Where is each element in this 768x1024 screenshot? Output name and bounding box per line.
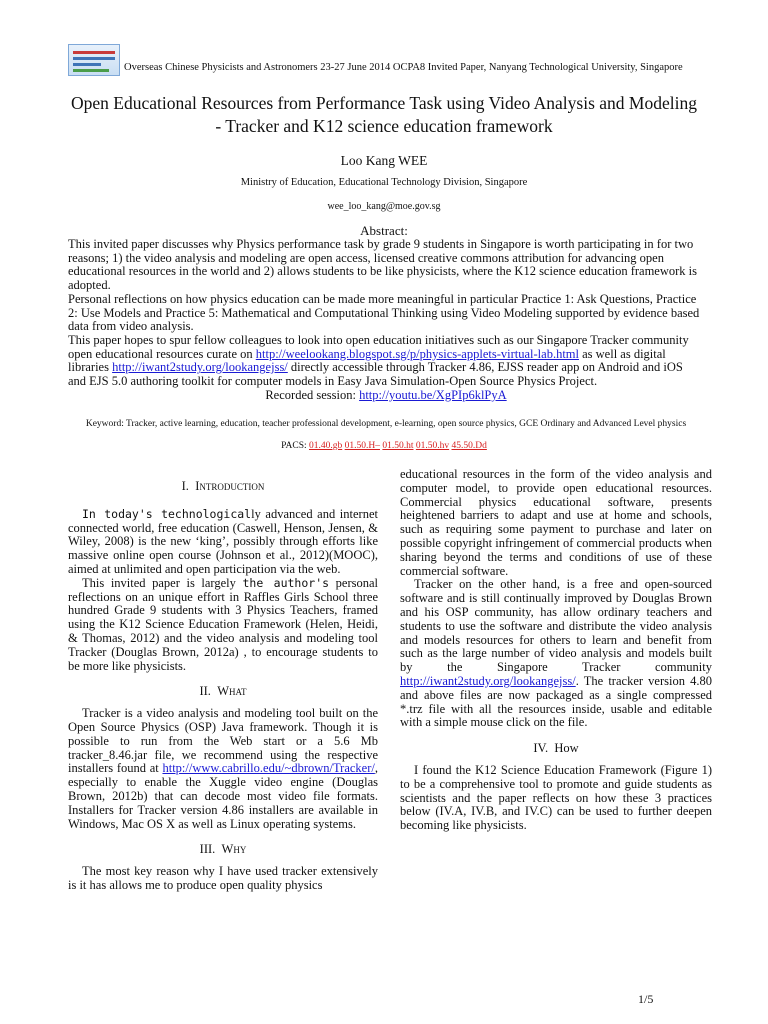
intro-p2-text-b: personal reflections on an unique effort in Raffles Girls School three hundred Grade 9 students with 3 Physics Teachers, framed using the K12 Science Education Framework (Helen, Heidi, & Thomas, 2012) and the video analysis and modeling tool Tracker (Douglas Brown, 2012a) , to encourage students to be more like physicists. [68,575,378,673]
intro-p1-text: ly advanced and internet connected world, free education (Caswell, Henson, Jensen, & Wiley, 2008) is the new ‘king’, possibly through efforts like massive online open course (Johnson et al., 2012)(MOOC), aimed at unlimited and open participation via the web. [68,506,378,576]
pacs-code[interactable]: 45.50.Dd [451,441,487,451]
section-heading-why [68,843,378,857]
left-column [68,480,378,893]
paper-title [30,92,738,138]
recorded-session-label: Recorded session: [265,387,360,402]
conference-logo [68,44,120,76]
abstract-p3-text-a: This paper hopes to spur fellow colleagues to look into open education initiatives such as our Singapore Tracker community open educational resources curate on [68,332,689,361]
section-title: What [217,684,247,699]
abstract-body [68,238,704,402]
tracker-download-link[interactable]: http://www.cabrillo.edu/~dbrown/Tracker/ [162,761,375,776]
section-heading-introduction [68,480,378,494]
section-numeral: IV. [533,741,549,756]
community-text-a: Tracker on the other hand, is a free and open-sourced software and is still continually improved by Douglas Brown and his OSP community, has allow ordinary teachers and students to use the software and distribute the video analysis and models resources for others to learn and benefit from such as the large number of video analysis and models built by the Singapore Tracker community [400,577,712,675]
page-number: 1/5 [638,992,654,1006]
section-heading-what [68,685,378,699]
section-numeral: I. [181,479,189,493]
digital-library-link[interactable]: http://iwant2study.org/lookangejss/ [112,360,288,375]
intro-paragraph-2 [68,577,378,674]
conference-header: Overseas Chinese Physicists and Astronomers 23-27 June 2014 OCPA8 Invited Paper, Nanyang Technological University, Singapore [124,62,683,73]
keywords: Keyword: Tracker, active learning, education, teacher professional development, e-learning, open source physics, GCE Ordinary and Advanced Level physics [85,419,687,429]
pacs-code[interactable]: 01.50.hv [415,441,450,451]
author-affiliation: Ministry of Education, Educational Technology Division, Singapore [240,177,528,188]
tracker-community-paragraph [400,578,712,730]
how-paragraph-1: I found the K12 Science Education Framework (Figure 1) to be a comprehensive tool to promote and guide students as scientists and the paper reflects on how these 3 practices below (IV.A, IV.B, and IV.C) can be used to further deepen becoming like physicists. [400,762,712,833]
section-title: Why [221,842,247,857]
section-heading-how [400,742,712,756]
section-numeral: II. [199,684,211,699]
why-paragraph-1: The most key reason why I have used tracker extensively is it has allows me to produce open quality physics [68,864,378,892]
abstract-paragraph-2: Personal reflections on how physics education can be made more meaningful in particular Practice 1: Ask Questions, Practice 2: Use Models and Practice 5: Mathematical and Computational Thinking using Video Modeling supported by evidence based data from video analysis. [68,291,700,334]
community-text-b: . The tracker version 4.80 and above files are now packaged as a single compressed *.trz file with all the resources inside, usable and editable with a simple mouse click on the file. [400,673,712,730]
what-p1-text-b: , especially to enable the Xuggle video engine (Douglas Brown, 2012b) that can decode most video file formats. Installers for Tracker version 4.86 installers are available in Windows, Mac OS X as well as Linux operating systems. [68,761,378,831]
why-continued-paragraph: educational resources in the form of the video analysis and computer model, to provide open educational resources. Commercial physics educational software, presents heightened barriers to adapt and use at home and schools, such as requiring some payment to purchase and later on possible copyright infringement of commercial products when sharing beyond the terms and conditions of use of these commercial software. [400,467,712,578]
intro-p2-text-a: This invited paper is largely [82,575,243,590]
intro-p1-lead: In today's technological [82,506,252,521]
abstract-heading: Abstract: [360,223,408,238]
section-title: Introduction [195,479,265,493]
pacs-code[interactable]: 01.50.H– [344,441,380,451]
abstract-p3-text-c: directly accessible through Tracker 4.86, EJSS reader app on Android and iOS and EJS 5.0 authoring toolkit for computer models in Easy Java Simulation-Open Source Physics Project. [68,360,683,389]
recorded-session-link[interactable]: http://youtu.be/XgPIp6klPyA [359,387,507,402]
author-email: wee_loo_kang@moe.gov.sg [327,201,441,212]
what-p1-text-a: Tracker is a video analysis and modeling tool built on the Open Source Physics (OSP) Java framework. Though it is possible to run from the Web start or a 5.6 Mb tracker_8.46.jar file, we recommend using the respective installers found at [68,706,378,776]
section-title: How [554,741,579,756]
right-column [400,468,712,833]
page-header [68,44,708,78]
pacs-code[interactable]: 01.40.gb [309,441,343,451]
abstract-paragraph-3 [68,334,704,389]
section-numeral: III. [199,842,216,857]
pacs-codes [0,441,768,451]
intro-paragraph-1 [68,508,378,577]
pacs-label: PACS: [281,441,309,451]
recorded-session [68,389,704,403]
intro-p2-emph: the author's [242,575,330,590]
abstract-p3-text-b: as well as digital libraries [68,346,666,375]
author-name: Loo Kang WEE [340,153,428,168]
title-line-1: Open Educational Resources from Performance Task using Video Analysis and Modeling [71,93,697,113]
pacs-code[interactable]: 01.50.ht [382,441,414,451]
abstract-paragraph-1: This invited paper discusses why Physics performance task by grade 9 students in Singapore is worth participating in for two reasons; 1) the video analysis and modeling are open access, licensed creative commons attribution for advancing open educational resources in the world and 2) allows students to be like physicists, where the K12 science education framework is adopted. [68,237,697,293]
open-resources-link[interactable]: http://weelookang.blogspot.sg/p/physics-applets-virtual-lab.html [255,346,579,361]
what-paragraph-1 [68,707,378,831]
community-library-link[interactable]: http://iwant2study.org/lookangejss/ [400,673,576,688]
title-line-2: - Tracker and K12 science education framework [215,116,553,136]
